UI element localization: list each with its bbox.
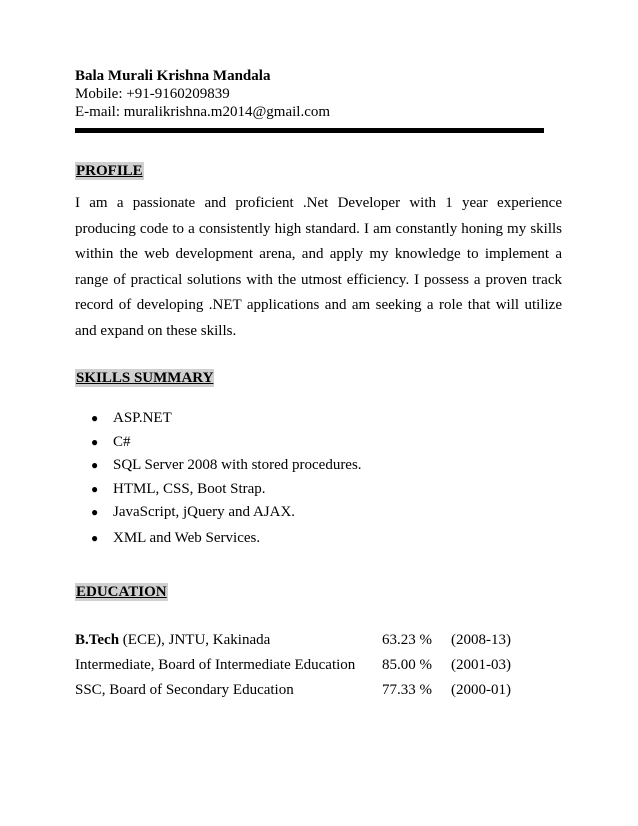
education-degree xyxy=(75,679,294,701)
list-item xyxy=(75,501,362,525)
degree-detail: Intermediate, Board of Intermediate Education xyxy=(75,657,356,673)
list-item xyxy=(75,407,362,431)
profile-text: I am a passionate and proficient .Net Developer with 1 year experience producing code to a consistently high standard. I am constantly honing my skills within the web development arena, and apply my knowledge to implement a range of practical solutions with the utmost efficiency. I possess a proven track record of developing .NET applications and am seeking a role that will utilize and expand on these skills. xyxy=(75,195,562,339)
education-degree xyxy=(75,629,270,651)
skill-label: HTML, CSS, Boot Strap. xyxy=(113,480,266,497)
mobile-number: Mobile: +91-9160209839 xyxy=(75,86,230,102)
education-years: (2000-01) xyxy=(451,682,511,698)
education-years: (2008-13) xyxy=(451,632,511,648)
bullet-icon: ● xyxy=(91,481,99,496)
skill-label: XML and Web Services. xyxy=(113,529,261,546)
list-item xyxy=(75,454,362,478)
education-score: 77.33 % xyxy=(382,682,432,698)
list-item xyxy=(75,431,362,455)
education-row xyxy=(75,654,555,676)
education-score: 85.00 % xyxy=(382,657,432,673)
bullet-icon: ● xyxy=(91,411,99,425)
education-years: (2001-03) xyxy=(451,657,511,673)
degree-name: B.Tech xyxy=(75,632,120,648)
education-row xyxy=(75,679,555,701)
bullet-icon: ● xyxy=(91,458,99,472)
degree-detail: (ECE), JNTU, Kakinada xyxy=(119,632,271,648)
candidate-name: Bala Murali Krishna Mandala xyxy=(75,68,271,84)
education-heading: EDUCATION xyxy=(76,584,167,600)
skill-label: ASP.NET xyxy=(113,410,172,426)
skill-label: JavaScript, jQuery and AJAX. xyxy=(113,504,296,520)
bullet-icon: ● xyxy=(91,530,99,545)
list-item xyxy=(75,478,362,502)
header-divider xyxy=(75,128,544,133)
education-score: 63.23 % xyxy=(382,632,432,648)
education-row xyxy=(75,629,555,651)
skills-list xyxy=(75,407,362,550)
bullet-icon: ● xyxy=(91,434,99,449)
skills-heading: SKILLS SUMMARY xyxy=(76,370,214,386)
skill-label: C# xyxy=(113,433,131,450)
education-degree xyxy=(75,654,355,676)
skill-label: SQL Server 2008 with stored procedures. xyxy=(113,457,362,473)
degree-detail: SSC, Board of Secondary Education xyxy=(75,682,294,698)
profile-heading: PROFILE xyxy=(76,163,143,179)
list-item xyxy=(75,527,362,551)
email-address: E-mail: muralikrishna.m2014@gmail.com xyxy=(75,104,331,120)
bullet-icon: ● xyxy=(91,505,99,519)
